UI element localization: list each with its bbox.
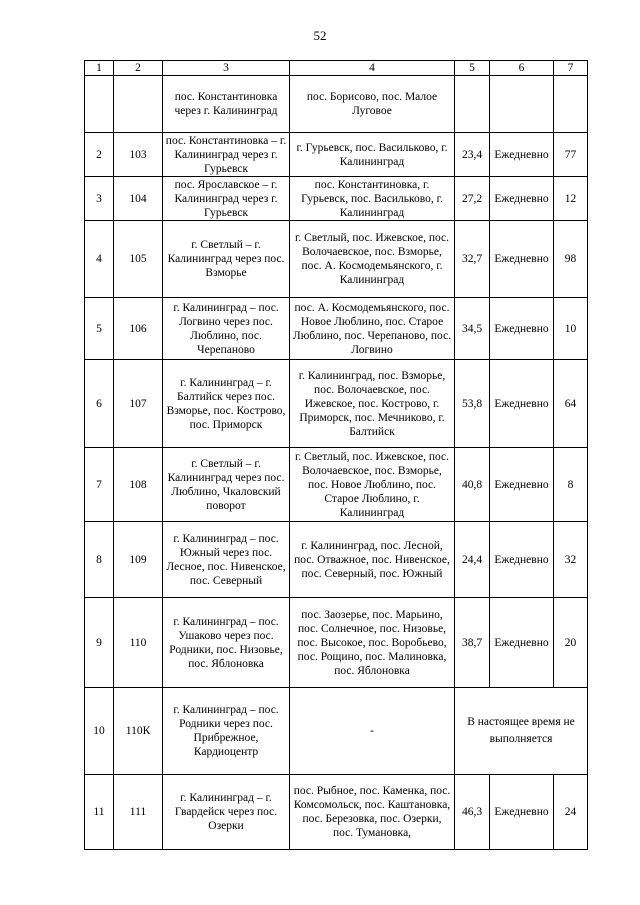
row-number-cell: 4 <box>85 221 114 298</box>
route-stops-cell: пос. Рыбное, пос. Каменка, пос. Комсомольск, пос. Каштановка, пос. Березовка, пос. Озерки, пос. Тумановка, <box>290 775 455 850</box>
row-number-cell: 11 <box>85 775 114 850</box>
route-trips-cell <box>554 76 588 133</box>
route-name-cell: г. Калининград – пос. Южный через пос. Лесное, пос. Нивенское, пос. Северный <box>163 522 290 598</box>
route-name-cell: пос. Константиновка через г. Калининград <box>163 76 290 133</box>
row-number-cell <box>85 76 114 133</box>
route-trips-cell: 64 <box>554 360 588 448</box>
row-number-cell: 6 <box>85 360 114 448</box>
route-trips-cell: 32 <box>554 522 588 598</box>
route-number-cell: 105 <box>114 221 163 298</box>
route-schedule-cell: Ежедневно <box>490 360 554 448</box>
route-trips-cell: 20 <box>554 598 588 688</box>
row-number-cell: 10 <box>85 688 114 775</box>
route-number-cell: 110 <box>114 598 163 688</box>
route-number-cell <box>114 76 163 133</box>
table-row <box>85 688 588 775</box>
route-schedule-cell: Ежедневно <box>490 448 554 522</box>
column-header: 3 <box>163 61 290 76</box>
route-number-cell: 107 <box>114 360 163 448</box>
table-row <box>85 76 588 133</box>
route-name-cell: г. Калининград – пос. Логвино через пос. Люблино, пос. Черепаново <box>163 298 290 360</box>
column-header: 7 <box>554 61 588 76</box>
column-header: 6 <box>490 61 554 76</box>
route-name-cell: г. Калининград – г. Гвардейск через пос. Озерки <box>163 775 290 850</box>
table-row <box>85 221 588 298</box>
table-row <box>85 775 588 850</box>
table-header-row <box>85 61 588 76</box>
route-length-cell: 34,5 <box>455 298 490 360</box>
row-number-cell: 3 <box>85 177 114 221</box>
route-number-cell: 104 <box>114 177 163 221</box>
route-number-cell: 106 <box>114 298 163 360</box>
route-trips-cell: 98 <box>554 221 588 298</box>
route-stops-cell: пос. Борисово, пос. Малое Луговое <box>290 76 455 133</box>
route-length-cell: 38,7 <box>455 598 490 688</box>
route-name-cell: г. Калининград – г. Балтийск через пос. Взморье, пос. Кострово, пос. Приморск <box>163 360 290 448</box>
row-number-cell: 8 <box>85 522 114 598</box>
routes-table <box>84 60 588 850</box>
row-number-cell: 5 <box>85 298 114 360</box>
route-name-cell: г. Светлый – г. Калининград через пос. Взморье <box>163 221 290 298</box>
route-schedule-cell: Ежедневно <box>490 598 554 688</box>
route-stops-cell: г. Калининград, пос. Взморье, пос. Волочаевское, пос. Ижевское, пос. Кострово, г. Приморск, пос. Мечниково, г. Балтийск <box>290 360 455 448</box>
column-header: 2 <box>114 61 163 76</box>
row-number-cell: 9 <box>85 598 114 688</box>
route-number-cell: 109 <box>114 522 163 598</box>
route-number-cell: 111 <box>114 775 163 850</box>
route-name-cell: пос. Константиновка – г. Калининград через г. Гурьевск <box>163 133 290 177</box>
route-schedule-cell: Ежедневно <box>490 133 554 177</box>
table-row <box>85 522 588 598</box>
route-schedule-cell: Ежедневно <box>490 775 554 850</box>
route-length-cell: 32,7 <box>455 221 490 298</box>
route-schedule-cell: Ежедневно <box>490 221 554 298</box>
route-number-cell: 108 <box>114 448 163 522</box>
row-number-cell: 2 <box>85 133 114 177</box>
route-stops-cell: пос. Заозерье, пос. Марьино, пос. Солнечное, пос. Низовье, пос. Высокое, пос. Воробьево, пос. Рощино, пос. Малиновка, пос. Яблоновка <box>290 598 455 688</box>
route-stops-cell: г. Калининград, пос. Лесной, пос. Отважное, пос. Нивенское, пос. Северный, пос. Южный <box>290 522 455 598</box>
table-row <box>85 448 588 522</box>
row-number-cell: 7 <box>85 448 114 522</box>
route-schedule-cell <box>490 76 554 133</box>
route-stops-cell: г. Светлый, пос. Ижевское, пос. Волочаевское, пос. Взморье, пос. А. Космодемьянского, г. Калининград <box>290 221 455 298</box>
page-number: 52 <box>313 28 327 43</box>
table-row <box>85 133 588 177</box>
table-row <box>85 598 588 688</box>
route-length-cell: 53,8 <box>455 360 490 448</box>
route-name-cell: пос. Ярославское – г. Калининград через г. Гурьевск <box>163 177 290 221</box>
route-length-cell: 46,3 <box>455 775 490 850</box>
route-name-cell: г. Калининград – пос. Ушаково через пос. Родники, пос. Низовье, пос. Яблоновка <box>163 598 290 688</box>
route-length-cell <box>455 76 490 133</box>
route-number-cell: 110К <box>114 688 163 775</box>
route-trips-cell: 8 <box>554 448 588 522</box>
route-number-cell: 103 <box>114 133 163 177</box>
table-row <box>85 360 588 448</box>
route-schedule-cell: Ежедневно <box>490 177 554 221</box>
route-trips-cell: 77 <box>554 133 588 177</box>
route-length-cell: 23,4 <box>455 133 490 177</box>
table-row <box>85 298 588 360</box>
route-stops-cell: пос. Константиновка, г. Гурьевск, пос. Васильково, г. Калининград <box>290 177 455 221</box>
route-trips-cell: 12 <box>554 177 588 221</box>
table-row <box>85 177 588 221</box>
column-header: 5 <box>455 61 490 76</box>
route-stops-cell: г. Гурьевск, пос. Васильково, г. Калининград <box>290 133 455 177</box>
route-stops-cell: - <box>290 688 455 775</box>
route-trips-cell: 10 <box>554 298 588 360</box>
route-length-cell: 40,8 <box>455 448 490 522</box>
route-name-cell: г. Светлый – г. Калининград через пос. Люблино, Чкаловский поворот <box>163 448 290 522</box>
route-stops-cell: г. Светлый, пос. Ижевское, пос. Волочаевское, пос. Взморье, пос. Новое Люблино, пос. Старое Люблино, г. Калининград <box>290 448 455 522</box>
route-name-cell: г. Калининград – пос. Родники через пос. Прибрежное, Кардиоцентр <box>163 688 290 775</box>
column-header: 1 <box>85 61 114 76</box>
route-length-cell: 27,2 <box>455 177 490 221</box>
route-schedule-cell: Ежедневно <box>490 298 554 360</box>
route-schedule-cell: Ежедневно <box>490 522 554 598</box>
column-header: 4 <box>290 61 455 76</box>
route-trips-cell: 24 <box>554 775 588 850</box>
route-status-note: В настоящее время не выполняется <box>455 688 588 775</box>
route-length-cell: 24,4 <box>455 522 490 598</box>
route-stops-cell: пос. А. Космодемьянского, пос. Новое Люблино, пос. Старое Люблино, пос. Черепаново, пос. Логвино <box>290 298 455 360</box>
